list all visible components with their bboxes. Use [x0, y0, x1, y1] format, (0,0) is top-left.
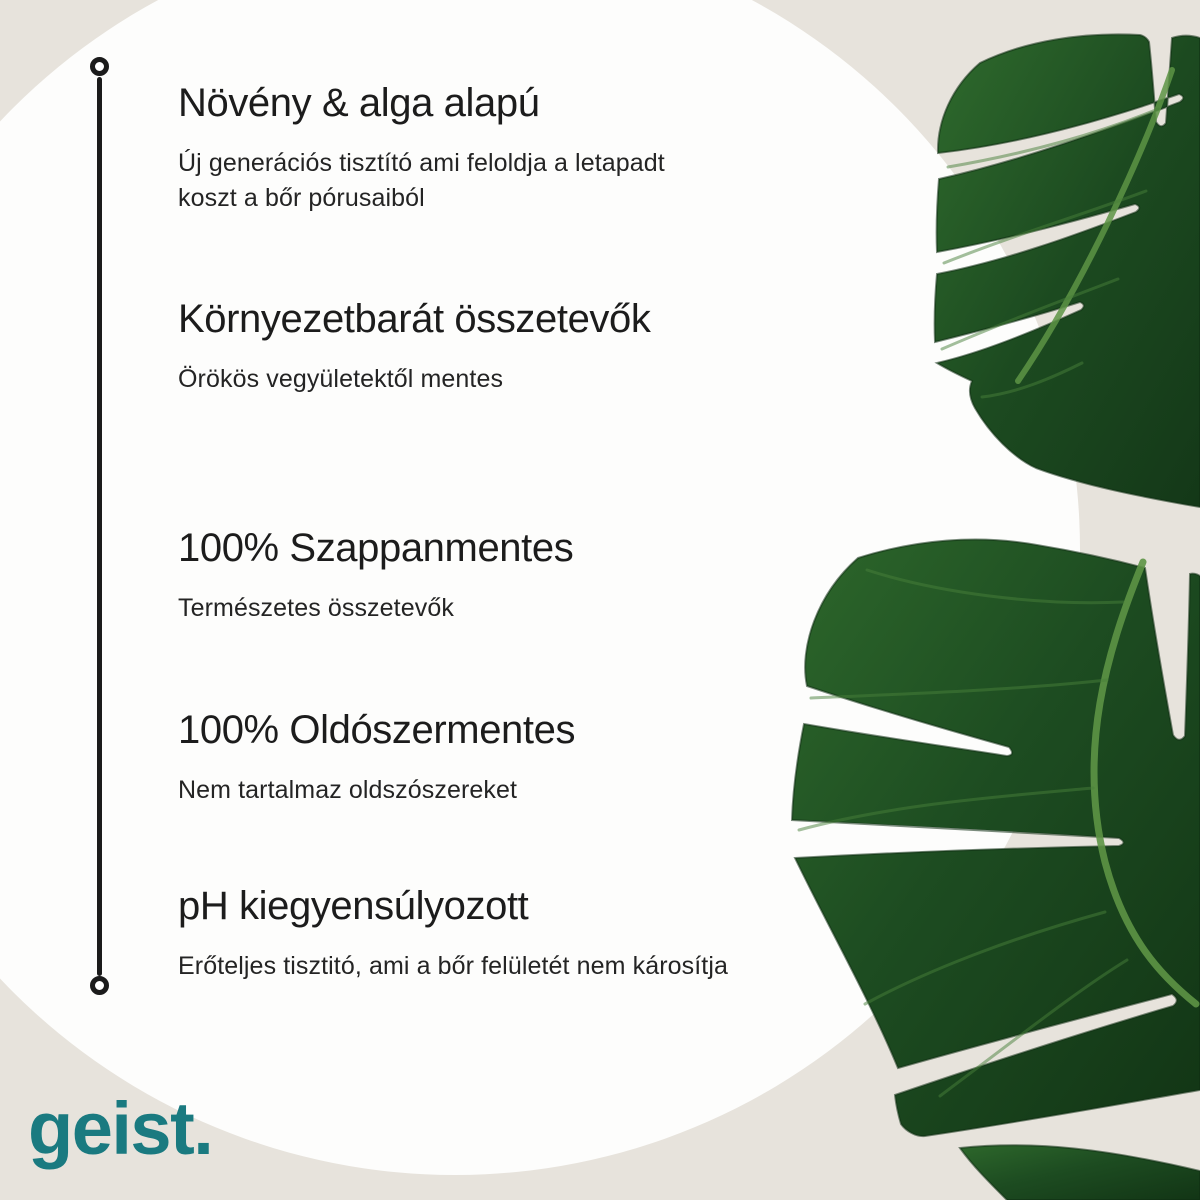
feature-description: Erőteljes tisztitó, ami a bőr felületét nem károsítja [178, 952, 728, 980]
monstera-leaf-bottom-icon [775, 530, 1200, 1200]
feature-title: Növény & alga alapú [178, 81, 540, 125]
feature-item-ph-balanced [178, 879, 728, 984]
feature-title: pH kiegyensúlyozott [178, 884, 529, 928]
feature-description: Új generációs tisztító ami feloldja a letapadt koszt a bőr pórusaiból [178, 149, 665, 212]
feature-description: Természetes összetevők [178, 594, 454, 622]
timeline-end-dot [90, 976, 109, 995]
brand-logo: geist. [28, 1087, 213, 1170]
feature-item-eco-ingredients [178, 292, 650, 397]
timeline-line [97, 77, 102, 976]
feature-item-solvent-free [178, 703, 575, 808]
feature-title: 100% Szappanmentes [178, 526, 574, 570]
feature-item-soap-free [178, 521, 573, 626]
feature-description: Nem tartalmaz oldszószereket [178, 776, 518, 804]
feature-title: Környezetbarát összetevők [178, 297, 651, 341]
feature-description: Örökös vegyületektől mentes [178, 365, 504, 393]
monstera-leaf-top-icon [820, 25, 1200, 525]
feature-title: 100% Oldószermentes [178, 708, 576, 752]
timeline-start-dot [90, 57, 109, 76]
feature-item-plant-algae [178, 76, 678, 216]
